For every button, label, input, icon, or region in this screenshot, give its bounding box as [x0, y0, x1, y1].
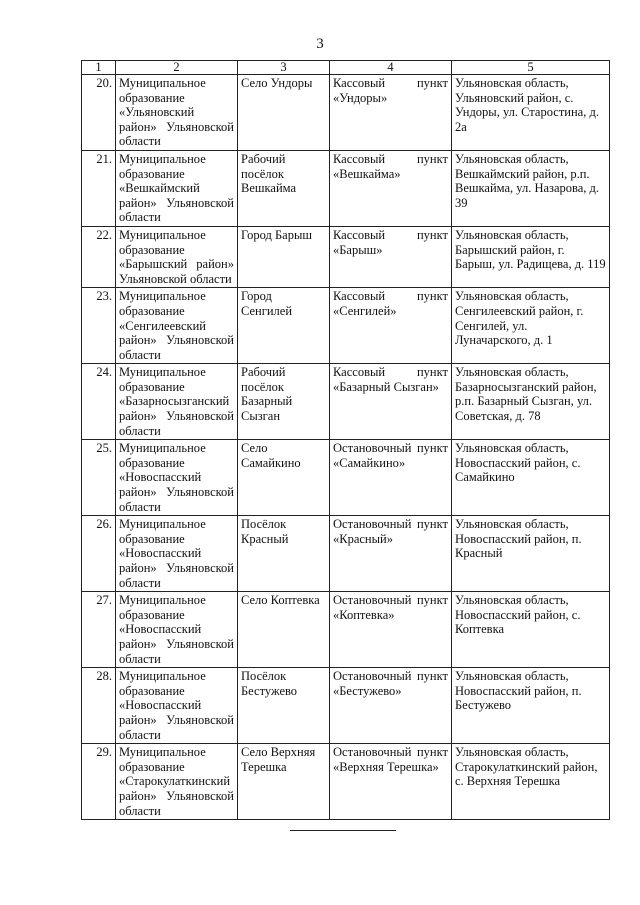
row-number: 24. [82, 364, 116, 440]
row-number: 26. [82, 516, 116, 592]
address-cell: Ульяновская область, Вешкаймский район, р.п. Вешкайма, ул. Назарова, д. 39 [452, 150, 610, 226]
table-row [82, 592, 610, 668]
address-cell: Ульяновская область, Сенгилеевский район, г. Сенгилей, ул. Луначарского, д. 1 [452, 288, 610, 364]
row-number: 25. [82, 440, 116, 516]
row-number: 28. [82, 668, 116, 744]
table-row [82, 288, 610, 364]
registry-table [81, 60, 610, 820]
address-cell: Ульяновская область, Базарносызганский район, р.п. Базарный Сызган, ул. Советская, д. 78 [452, 364, 610, 440]
address-cell: Ульяновская область, Новоспасский район, с. Коптевка [452, 592, 610, 668]
settlement-cell: Рабочий посёлок Вешкайма [238, 150, 330, 226]
municipality-cell: Муниципальное образование «Новоспасский район» Ульяновской области [116, 668, 238, 744]
address-cell: Ульяновская область, Ульяновский район, с. Ундоры, ул. Старостина, д. 2а [452, 75, 610, 151]
stopping-point-cell: Остановочный пункт «Самайкино» [330, 440, 452, 516]
settlement-cell: Село Верхняя Терешка [238, 744, 330, 820]
settlement-cell: Село Коптевка [238, 592, 330, 668]
table-row [82, 744, 610, 820]
column-number: 5 [452, 61, 610, 75]
row-number: 27. [82, 592, 116, 668]
table-row [82, 226, 610, 287]
municipality-cell: Муниципальное образование «Новоспасский район» Ульяновской области [116, 516, 238, 592]
table-row [82, 516, 610, 592]
settlement-cell: Город Барыш [238, 226, 330, 287]
row-number: 21. [82, 150, 116, 226]
stopping-point-cell: Остановочный пункт «Верхняя Терешка» [330, 744, 452, 820]
municipality-cell: Муниципальное образование «Барышский район» Ульяновской области [116, 226, 238, 287]
table-row [82, 75, 610, 151]
stopping-point-cell: Кассовый пункт «Барыш» [330, 226, 452, 287]
stopping-point-cell: Кассовый пункт «Вешкайма» [330, 150, 452, 226]
stopping-point-cell: Кассовый пункт «Базарный Сызган» [330, 364, 452, 440]
settlement-cell: Посёлок Красный [238, 516, 330, 592]
column-number: 1 [82, 61, 116, 75]
municipality-cell: Муниципальное образование «Ульяновский район» Ульяновской области [116, 75, 238, 151]
municipality-cell: Муниципальное образование «Новоспасский район» Ульяновской области [116, 592, 238, 668]
page-number: 3 [316, 36, 324, 52]
municipality-cell: Муниципальное образование «Новоспасский район» Ульяновской области [116, 440, 238, 516]
column-number: 2 [116, 61, 238, 75]
settlement-cell: Рабочий посёлок Базарный Сызган [238, 364, 330, 440]
stopping-point-cell: Кассовый пункт «Ундоры» [330, 75, 452, 151]
row-number: 20. [82, 75, 116, 151]
address-cell: Ульяновская область, Барышский район, г. Барыш, ул. Радищева, д. 119 [452, 226, 610, 287]
column-number: 4 [330, 61, 452, 75]
row-number: 23. [82, 288, 116, 364]
table-row [82, 440, 610, 516]
municipality-cell: Муниципальное образование «Старокулаткинский район» Ульяновской области [116, 744, 238, 820]
end-separator-line [290, 830, 396, 831]
stopping-point-cell: Остановочный пункт «Коптевка» [330, 592, 452, 668]
row-number: 22. [82, 226, 116, 287]
address-cell: Ульяновская область, Новоспасский район, п. Красный [452, 516, 610, 592]
column-number-row [82, 61, 610, 75]
table-row [82, 150, 610, 226]
settlement-cell: Посёлок Бестужево [238, 668, 330, 744]
stopping-point-cell: Остановочный пункт «Красный» [330, 516, 452, 592]
municipality-cell: Муниципальное образование «Сенгилеевский район» Ульяновской области [116, 288, 238, 364]
row-number: 29. [82, 744, 116, 820]
table-row [82, 364, 610, 440]
municipality-cell: Муниципальное образование «Базарносызганский район» Ульяновской области [116, 364, 238, 440]
table-row [82, 668, 610, 744]
address-cell: Ульяновская область, Новоспасский район, с. Самайкино [452, 440, 610, 516]
settlement-cell: Город Сенгилей [238, 288, 330, 364]
address-cell: Ульяновская область, Старокулаткинский район, с. Верхняя Терешка [452, 744, 610, 820]
column-number: 3 [238, 61, 330, 75]
municipality-cell: Муниципальное образование «Вешкаймский район» Ульяновской области [116, 150, 238, 226]
stopping-point-cell: Остановочный пункт «Бестужево» [330, 668, 452, 744]
stopping-point-cell: Кассовый пункт «Сенгилей» [330, 288, 452, 364]
settlement-cell: Село Самайкино [238, 440, 330, 516]
settlement-cell: Село Ундоры [238, 75, 330, 151]
address-cell: Ульяновская область, Новоспасский район, п. Бестужево [452, 668, 610, 744]
